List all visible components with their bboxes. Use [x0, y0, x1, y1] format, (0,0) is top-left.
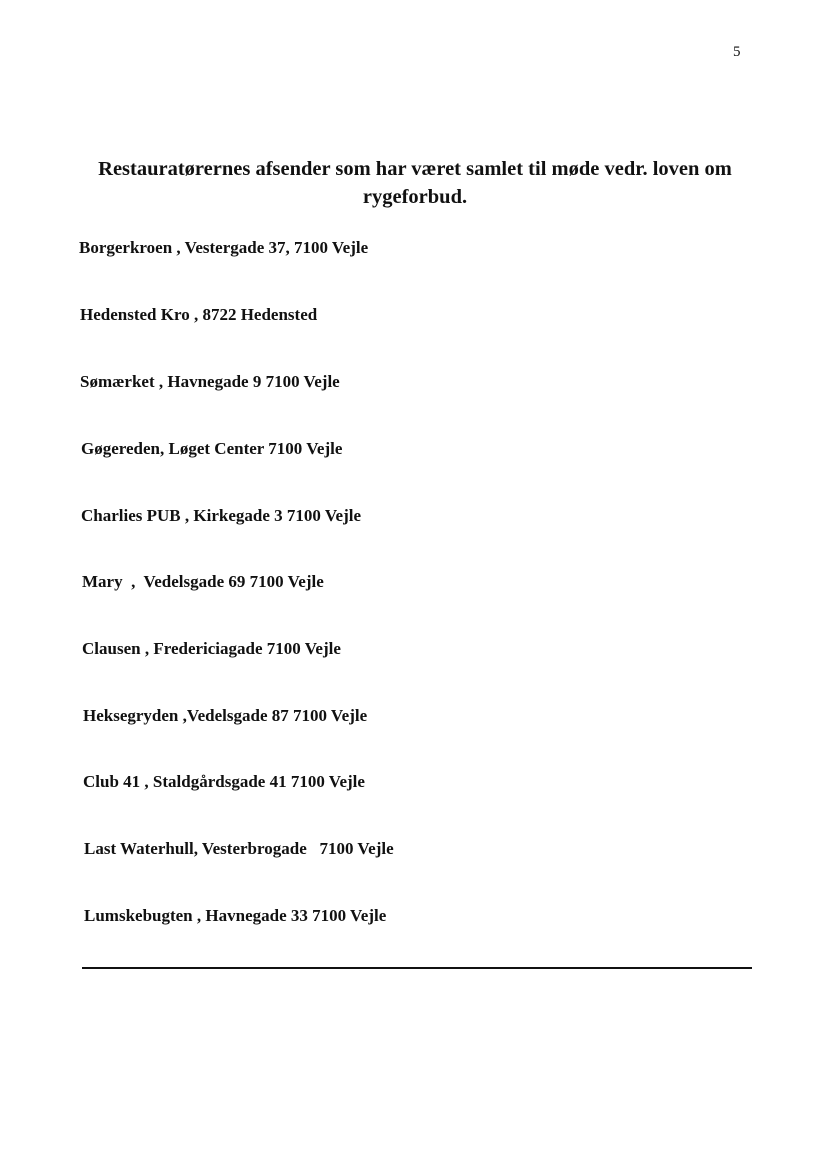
document-title: Restauratørernes afsender som har været samlet til møde vedr. loven om rygeforbud.: [98, 157, 732, 208]
list-item: Lumskebugten , Havnegade 33 7100 Vejle: [84, 906, 387, 925]
list-item: Last Waterhull, Vesterbrogade 7100 Vejle: [84, 839, 394, 858]
horizontal-rule: [82, 967, 752, 969]
list-item: Charlies PUB , Kirkegade 3 7100 Vejle: [81, 506, 362, 525]
list-item: Clausen , Fredericiagade 7100 Vejle: [82, 639, 341, 658]
list-item: Mary , Vedelsgade 69 7100 Vejle: [82, 572, 324, 591]
list-item: Heksegryden ,Vedelsgade 87 7100 Vejle: [83, 706, 368, 725]
list-item: Borgerkroen , Vestergade 37, 7100 Vejle: [79, 238, 369, 257]
list-item: Hedensted Kro , 8722 Hedensted: [80, 305, 318, 324]
page-number: 5: [733, 44, 741, 60]
list-item: Gøgereden, Løget Center 7100 Vejle: [81, 439, 343, 458]
list-item: Club 41 , Staldgårdsgade 41 7100 Vejle: [83, 772, 365, 791]
list-item: Sømærket , Havnegade 9 7100 Vejle: [80, 372, 340, 391]
